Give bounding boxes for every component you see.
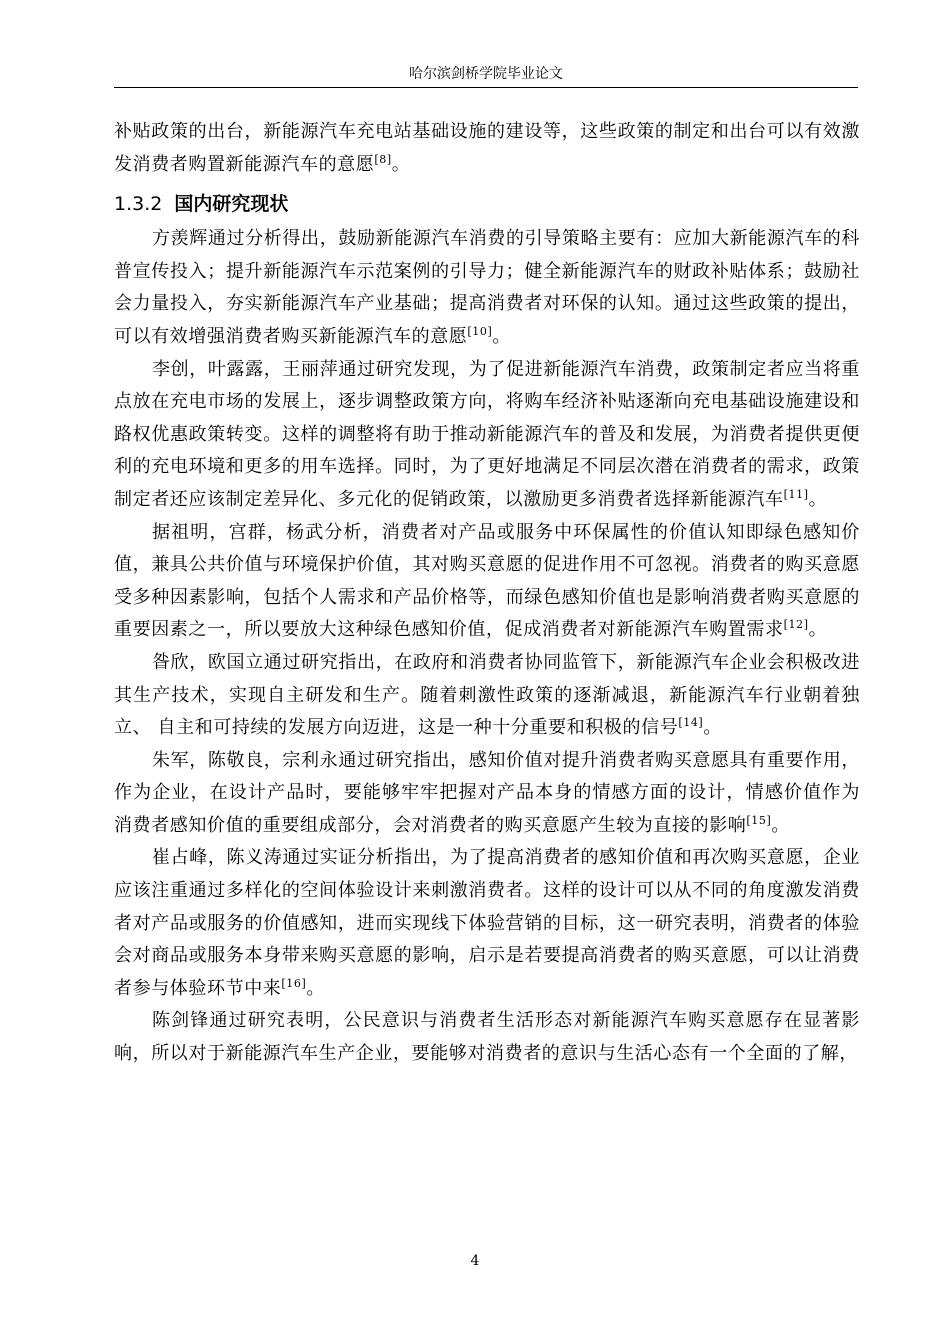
- paragraph-tail: 。: [492, 325, 511, 347]
- paragraph-text: 朱军，陈敬良，宗利永通过研究指出，感知价值对提升消费者购买意愿具有重要作用， 作为企业，在设计产品时，要能够牢牢把握对产品本身的情感方面的设计，情感价值作为 消费者感知价值的重要组成部分，会对消费者的购买意愿产生较为直接的影响: [114, 749, 860, 836]
- paragraph-text: 昝欣，欧国立通过研究指出，在政府和消费者协同监管下，新能源汽车企业会积极改进其生产技术，实现自主研发和生产。随着刺激性政策的逐渐减退，新能源汽车行业朝着独立、 自主和可持续的发展方向迈进，这是一种十分重要和积极的信号: [114, 651, 860, 739]
- paragraph: [114, 842, 860, 1005]
- header-rule: [114, 87, 858, 88]
- citation-ref: [10]: [467, 324, 493, 338]
- paragraph-continuation: [114, 116, 860, 181]
- paragraph: [114, 354, 860, 517]
- running-header: 哈尔滨剑桥学院毕业论文: [409, 66, 563, 82]
- paragraph: [114, 1005, 860, 1070]
- paragraph-text: 方羡辉通过分析得出，鼓励新能源汽车消费的引导策略主要有：应加大新能源汽车的科普宣传投入；提升新能源汽车示范案例的引导力；健全新能源汽车的财政补贴体系；鼓励社会力量投入，夯实新能源汽车产业基础；提高消费者对环保的认知。通过这些政策的提出，可以有效增强消费者购买新能源汽车的意愿: [114, 228, 860, 347]
- citation-ref: [14]: [678, 716, 704, 730]
- section-number: 1.3.2: [114, 193, 163, 216]
- citation-ref: [8]: [374, 152, 392, 166]
- section-heading: [114, 187, 860, 221]
- paragraph-text: 陈剑锋通过研究表明，公民意识与消费者生活形态对新能源汽车购买意愿存在显著影响，所以对于新能源汽车生产企业，要能够对消费者的意识与生活心态有一个全面的了解，: [114, 1010, 860, 1065]
- citation-ref: [12]: [783, 618, 809, 632]
- paragraph-tail: 。: [391, 153, 411, 175]
- paragraph-text: 李创，叶露露，王丽萍通过研究发现，为了促进新能源汽车消费，政策制定者应当将重点放在充电市场的发展上，逐步调整政策方向，将购车经济补贴逐渐向充电基础设施建设和路权优惠政策转变。这样的调整将有助于推动新能源汽车的普及和发展，为消费者提供更便利的充电环境和更多的用车选择。同时，为了更好地满足不同层次潜在消费者的需求，政策制定者还应该制定差异化、多元化的促销政策，以激励更多消费者选择新能源汽车: [114, 358, 860, 510]
- paragraph-tail: 。: [808, 619, 828, 641]
- page-number: 4: [470, 1253, 480, 1269]
- paragraph-text: 补贴政策的出台，新能源汽车充电站基础设施的建设等，这些政策的制定和出台可以有效激发消费者购置新能源汽车的意愿: [114, 121, 860, 175]
- paragraph-tail: 。: [703, 717, 722, 739]
- paragraph: [114, 223, 860, 353]
- paragraph-text: 崔占峰，陈义涛通过实证分析指出，为了提高消费者的感知价值和再次购买意愿，企业应该注重通过多样化的空间体验设计来刺激消费者。这样的设计可以从不同的角度激发消费者对产品或服务的价值感知，进而实现线下体验营销的目标，这一研究表明，消费者的体验会对商品或服务本身带来购买意愿的影响，启示是若要提高消费者的购买意愿，可以让消费者参与体验环节中来: [114, 847, 860, 999]
- paragraph-tail: 。: [771, 814, 790, 836]
- citation-ref: [16]: [281, 976, 307, 990]
- citation-ref: [15]: [746, 813, 772, 827]
- paragraph-tail: 。: [306, 977, 325, 999]
- paragraph: [114, 517, 860, 647]
- paragraph-tail: 。: [808, 488, 828, 510]
- paragraph: [114, 647, 860, 745]
- citation-ref: [11]: [783, 487, 809, 501]
- paragraph: [114, 745, 860, 843]
- section-title: 国内研究现状: [174, 193, 289, 216]
- paragraph-text: 据祖明，宫群，杨武分析，消费者对产品或服务中环保属性的价值认知即绿色感知价值，兼具公共价值与环境保护价值，其对购买意愿的促进作用不可忽视。消费者的购买意愿受多种因素影响，包括个人需求和产品价格等，而绿色感知价值也是影响消费者购买意愿的重要因素之一，所以要放大这种绿色感知价值，促成消费者对新能源汽车购置需求: [114, 521, 860, 641]
- body-text: [114, 116, 860, 1071]
